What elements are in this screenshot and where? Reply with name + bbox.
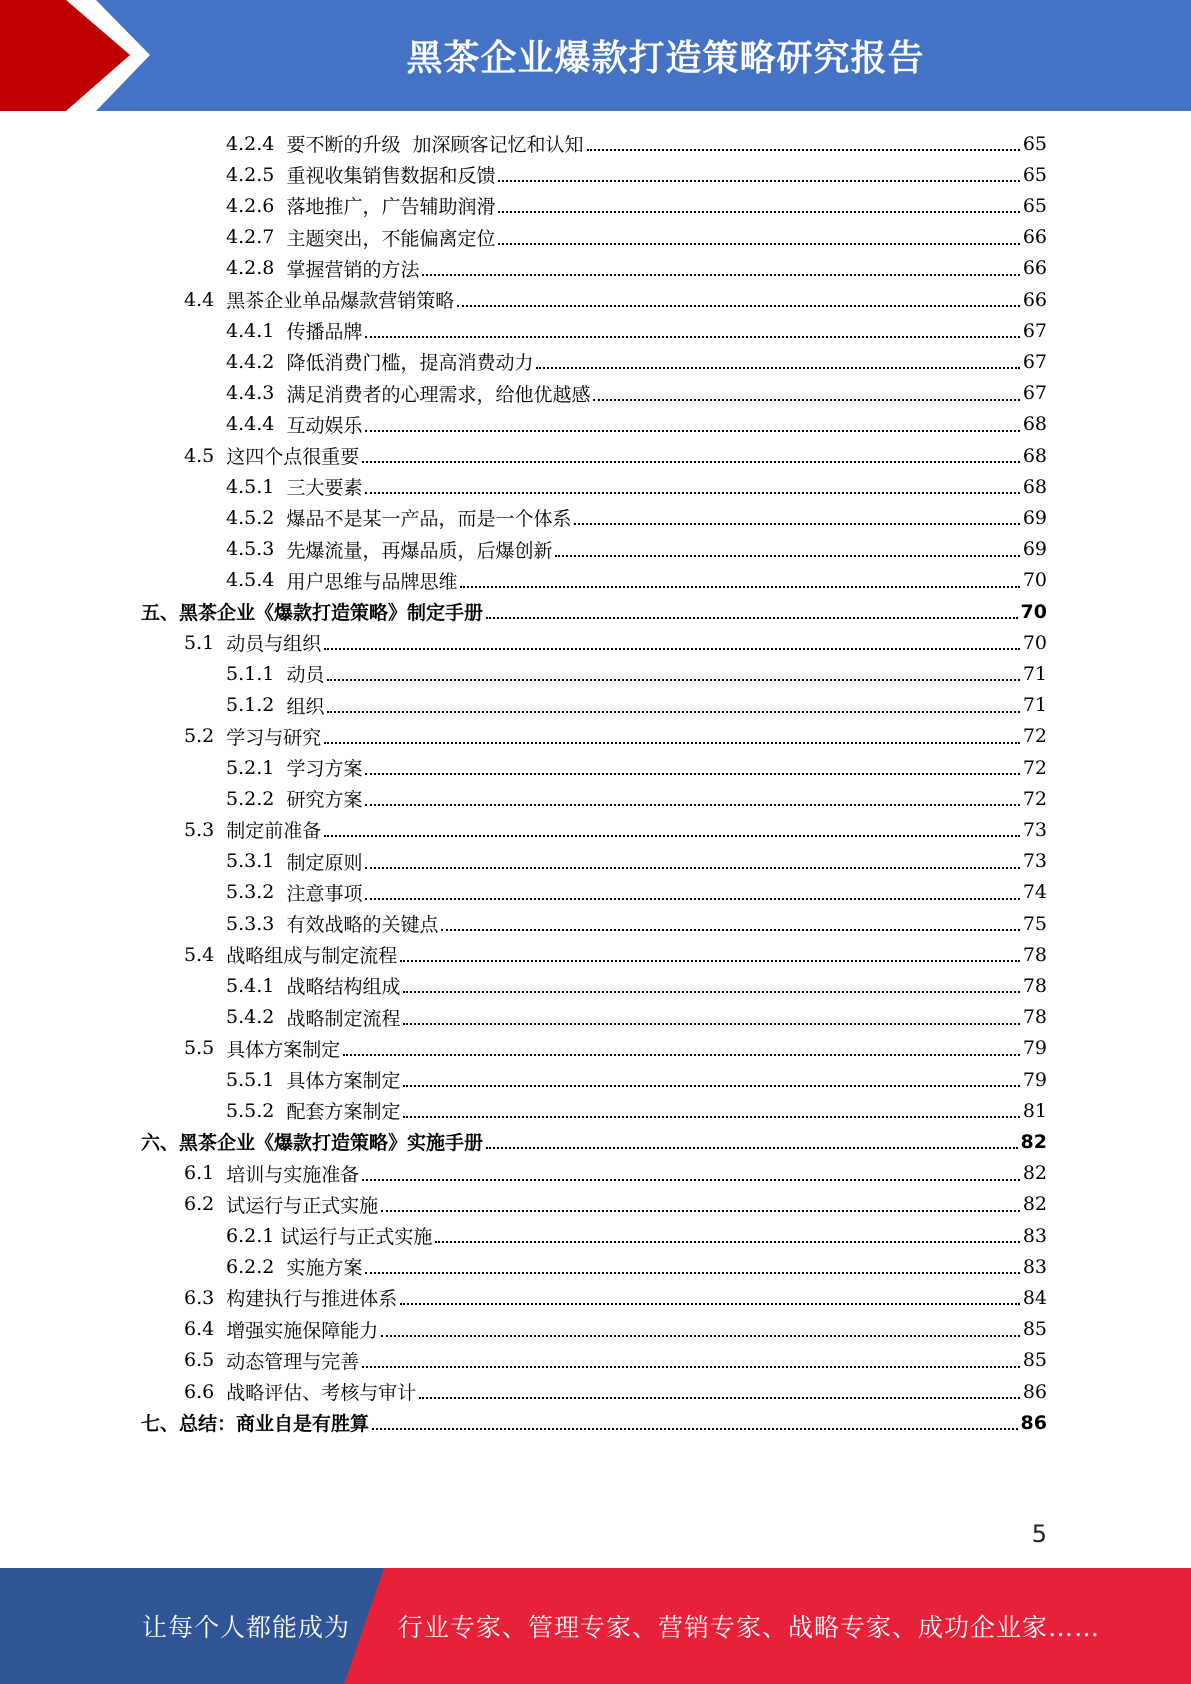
toc-entry-title: 黑茶企业《爆款打造策略》实施手册 [179,1132,484,1155]
toc-entry-number: 6.4 [184,1318,227,1341]
toc-dot-leader [435,1240,1019,1243]
toc-entry-title: 试运行与正式实施 [226,1194,379,1217]
toc-dot-leader [460,585,1019,588]
toc-entry[interactable] [226,159,1047,190]
toc-entry-number: 5.4.2 [226,1006,287,1029]
toc-dot-leader [536,366,1019,369]
toc-entry-number: 5.3.1 [226,850,287,873]
toc-entry-title: 总结：商业自是有胜算 [179,1413,370,1436]
toc-entry-title: 重视收集销售数据和反馈 [286,165,496,188]
toc-entry-number: 6.2.1 [226,1224,281,1247]
toc-entry-title: 增强实施保障能力 [226,1319,379,1342]
toc-entry-number: 4.2.4 [226,132,287,155]
toc-entry[interactable] [226,565,1047,596]
toc-dot-leader [365,491,1019,494]
toc-entry-title: 构建执行与推进体系 [226,1288,398,1311]
toc-entry-title: 培训与实施准备 [226,1163,360,1186]
toc-entry[interactable] [184,1189,1047,1220]
toc-entry[interactable] [226,409,1047,440]
toc-entry[interactable] [226,1064,1047,1095]
toc-entry[interactable] [141,1407,1047,1438]
toc-dot-leader [365,897,1019,900]
toc-entry-page: 66 [1022,226,1047,249]
toc-entry[interactable] [226,690,1047,721]
toc-dot-leader [555,554,1019,557]
toc-entry-page: 66 [1022,257,1047,280]
toc-entry[interactable] [184,814,1047,845]
toc-entry-number: 6.2 [184,1193,227,1216]
toc-entry-page: 67 [1022,350,1047,373]
toc-entry-page: 69 [1022,506,1047,529]
toc-entry[interactable] [226,534,1047,565]
toc-entry-number: 6.1 [184,1162,227,1185]
toc-entry-number: 五、 [141,602,180,624]
toc-entry-title: 配套方案制定 [286,1101,401,1124]
toc-entry-page: 70 [1022,631,1047,654]
toc-entry[interactable] [226,1251,1047,1282]
toc-entry[interactable] [226,783,1047,814]
toc-entry-number: 5.3.3 [226,912,287,935]
toc-dot-leader [403,1084,1019,1087]
toc-entry-page: 85 [1022,1318,1047,1341]
toc-dot-leader [587,148,1020,151]
toc-entry-number: 4.5 [184,444,227,467]
toc-dot-leader [498,210,1019,213]
toc-entry-title: 注意事项 [286,882,363,905]
toc-entry[interactable] [184,939,1047,970]
toc-entry-number: 5.2 [184,725,227,748]
toc-entry-title: 落地推广，广告辅助润滑 [286,196,496,219]
toc-entry-number: 4.2.5 [226,163,287,186]
toc-entry-page: 74 [1022,881,1047,904]
toc-entry[interactable] [226,378,1047,409]
toc-entry[interactable] [226,658,1047,689]
toc-entry[interactable] [184,627,1047,658]
toc-entry[interactable] [226,502,1047,533]
toc-dot-leader [403,1022,1019,1025]
toc-entry-page: 82 [1022,1162,1047,1185]
toc-entry-number: 七、 [141,1413,180,1436]
toc-dot-leader [365,772,1019,775]
toc-entry-title: 试运行与正式实施 [280,1226,433,1248]
toc-entry-title: 动态管理与完善 [226,1350,360,1373]
toc-dot-leader [498,179,1019,182]
toc-entry-title: 互动娱乐 [286,414,363,437]
toc-entry-title: 制定原则 [286,851,363,874]
toc-dot-leader [381,1209,1020,1212]
toc-entry[interactable] [226,970,1047,1001]
toc-entry[interactable] [226,222,1047,253]
toc-entry-title: 组织 [286,695,325,718]
toc-entry-page: 72 [1022,756,1047,779]
toc-entry-page: 72 [1022,725,1047,748]
toc-dot-leader [365,866,1019,869]
toc-entry-number: 六、 [141,1132,180,1155]
toc-entry-title: 传播品牌 [286,321,363,344]
toc-entry[interactable] [226,1220,1047,1251]
toc-entry[interactable] [226,752,1047,783]
toc-dot-leader [324,741,1020,744]
toc-dot-leader [362,460,1020,463]
toc-dot-leader [324,647,1020,650]
toc-entry-page: 67 [1022,319,1047,342]
toc-entry-page: 79 [1022,1068,1047,1091]
toc-entry-title: 动员与组织 [226,633,322,656]
toc-entry-number: 5.1 [184,631,227,654]
toc-entry-title: 实施方案 [286,1257,363,1280]
toc-entry-page: 68 [1022,413,1047,436]
toc-entry-number: 5.4.1 [226,974,287,997]
toc-entry-number: 4.4 [184,288,227,311]
toc-entry-page: 66 [1022,288,1047,311]
footer-slogan-right: 行业专家、管理专家、营销专家、战略专家、成功企业家…… [398,1613,1101,1642]
toc-entry[interactable] [184,1033,1047,1064]
toc-entry-page: 82 [1022,1193,1047,1216]
toc-dot-leader [324,834,1020,837]
toc-dot-leader [343,1053,1020,1056]
toc-entry-number: 5.2.1 [226,756,287,779]
toc-dot-leader [457,304,1020,307]
toc-entry[interactable] [226,190,1047,221]
toc-entry-title: 满足消费者的心理需求，给他优越感 [286,383,591,406]
toc-entry[interactable] [184,284,1047,315]
toc-entry-page: 72 [1022,787,1047,810]
toc-entry[interactable] [184,1314,1047,1345]
toc-entry-number: 5.3.2 [226,881,287,904]
toc-entry-page: 85 [1022,1349,1047,1372]
toc-dot-leader [365,803,1019,806]
toc-entry-page: 79 [1022,1037,1047,1060]
toc-entry-title: 制定前准备 [226,820,322,843]
toc-entry-title: 战略评估、考核与审计 [226,1382,417,1404]
toc-entry-title: 研究方案 [286,789,363,812]
toc-entry-number: 6.2.2 [226,1255,287,1278]
toc-entry-page: 69 [1022,538,1047,561]
toc-entry-page: 65 [1022,163,1047,186]
toc-entry-title: 具体方案制定 [226,1038,341,1061]
toc-entry-number: 4.2.7 [226,226,287,249]
toc-entry-number: 5.5.2 [226,1099,287,1122]
page-header [0,0,1191,111]
toc-entry-title: 爆品不是某一产品，而是一个体系 [286,508,572,531]
toc-entry-title: 战略制定流程 [286,1007,401,1030]
toc-entry-title: 学习与研究 [226,726,322,749]
toc-dot-leader [419,1396,1020,1399]
toc-entry-title: 动员 [286,664,325,687]
toc-entry[interactable] [226,128,1047,159]
page-footer [0,1568,1191,1684]
toc-entry-title: 具体方案制定 [286,1070,401,1092]
toc-dot-leader [365,1271,1019,1274]
toc-entry-title: 先爆流量，再爆品质，后爆创新 [286,539,553,562]
toc-entry-page: 78 [1022,974,1047,997]
toc-entry-number: 5.1.2 [226,694,287,717]
footer-slogan-left: 让每个人都能成为 [142,1613,351,1642]
toc-entry[interactable] [226,1095,1047,1126]
toc-entry[interactable] [184,1376,1047,1407]
page-number: 5 [1031,1520,1047,1548]
toc-entry-page: 65 [1022,132,1047,155]
toc-entry-page: 71 [1022,694,1047,717]
toc-entry[interactable] [141,596,1047,627]
toc-entry-page: 71 [1022,662,1047,685]
toc-entry-title: 战略组成与制定流程 [226,945,398,968]
toc-entry-page: 73 [1022,850,1047,873]
toc-entry-page: 83 [1022,1255,1047,1278]
toc-entry-number: 5.5.1 [226,1068,287,1091]
toc-dot-leader [362,1178,1020,1181]
toc-entry-page: 78 [1022,943,1047,966]
toc-entry-title: 用户思维与品牌思维 [286,570,458,593]
toc-entry-title: 战略结构组成 [286,976,401,999]
toc-entry-number: 4.5.3 [226,538,287,561]
toc-entry-title: 有效战略的关键点 [286,914,439,936]
header-arrow-decoration [0,0,170,111]
toc-entry-number: 5.1.1 [226,662,287,685]
toc-entry[interactable] [141,1126,1047,1157]
toc-entry-page: 70 [1020,600,1047,623]
toc-entry-page: 73 [1022,818,1047,841]
toc-entry-number: 4.4.1 [226,319,287,342]
toc-entry-page: 78 [1022,1006,1047,1029]
toc-entry[interactable] [226,908,1047,939]
toc-dot-leader [593,398,1019,401]
toc-dot-leader [327,678,1019,681]
toc-entry-page: 70 [1022,569,1047,592]
toc-entry[interactable] [226,253,1047,284]
toc-entry[interactable] [226,471,1047,502]
toc-entry-page: 86 [1022,1380,1047,1403]
toc-entry-number: 6.5 [184,1349,227,1372]
toc-dot-leader [486,1146,1018,1149]
toc-entry[interactable] [226,315,1047,346]
toc-dot-leader [498,242,1019,245]
toc-entry[interactable] [226,346,1047,377]
toc-entry-number: 5.2.2 [226,787,287,810]
toc-entry-title: 黑茶企业《爆款打造策略》制定手册 [179,602,484,624]
toc-dot-leader [362,1365,1020,1368]
toc-entry-number: 4.4.4 [226,413,287,436]
toc-entry-number: 4.5.2 [226,506,287,529]
toc-entry[interactable] [184,1282,1047,1313]
toc-entry-page: 86 [1020,1411,1047,1434]
toc-dot-leader [441,928,1019,931]
toc-entry[interactable] [184,440,1047,471]
toc-dot-leader [327,710,1019,713]
toc-entry-page: 81 [1022,1099,1047,1122]
toc-entry-title: 主题突出，不能偏离定位 [286,227,496,250]
toc-dot-leader [400,959,1020,962]
toc-entry-page: 84 [1022,1286,1047,1309]
toc-entry-number: 4.5.4 [226,569,287,592]
toc-dot-leader [381,1334,1020,1337]
toc-dot-leader [400,1302,1020,1305]
toc-entry-title: 黑茶企业单品爆款营销策略 [226,290,455,312]
toc-dot-leader [365,429,1019,432]
toc-dot-leader [365,335,1019,338]
toc-entry[interactable] [184,1345,1047,1376]
toc-entry-number: 5.4 [184,943,227,966]
toc-entry-page: 83 [1022,1224,1047,1247]
toc-entry-number: 5.5 [184,1037,227,1060]
toc-entry[interactable] [226,877,1047,908]
toc-entry-page: 82 [1020,1130,1047,1153]
toc-entry-page: 68 [1022,444,1047,467]
toc-entry-page: 68 [1022,475,1047,498]
toc-entry-number: 4.2.6 [226,194,287,217]
toc-entry-title: 降低消费门槛，提高消费动力 [286,352,534,375]
toc-entry-title: 要不断的升级 加深顾客记忆和认知 [286,134,584,156]
toc-entry-number: 4.4.3 [226,382,287,405]
toc-entry[interactable] [226,846,1047,877]
toc-dot-leader [574,522,1019,525]
toc-dot-leader [372,1427,1018,1430]
toc-entry-title: 三大要素 [286,477,363,500]
toc-entry-title: 这四个点很重要 [226,446,360,468]
toc-entry-page: 67 [1022,382,1047,405]
toc-entry-number: 6.6 [184,1380,227,1403]
toc-entry[interactable] [226,1002,1047,1033]
report-title: 黑茶企业爆款打造策略研究报告 [406,38,925,79]
toc-entry-title: 学习方案 [286,758,363,780]
toc-entry[interactable] [184,1158,1047,1189]
toc-entry-number: 5.3 [184,818,227,841]
toc-entry-number: 6.3 [184,1286,227,1309]
toc-entry-number: 4.4.2 [226,350,287,373]
toc-dot-leader [403,1115,1019,1118]
toc-entry-page: 75 [1022,912,1047,935]
toc-dot-leader [486,616,1018,619]
toc-dot-leader [403,990,1019,993]
toc-entry-number: 4.2.8 [226,257,287,280]
toc-entry-number: 4.5.1 [226,475,287,498]
toc-entry-title: 掌握营销的方法 [286,258,420,281]
toc-entry[interactable] [184,721,1047,752]
toc-dot-leader [422,273,1019,276]
toc-entry-page: 65 [1022,194,1047,217]
